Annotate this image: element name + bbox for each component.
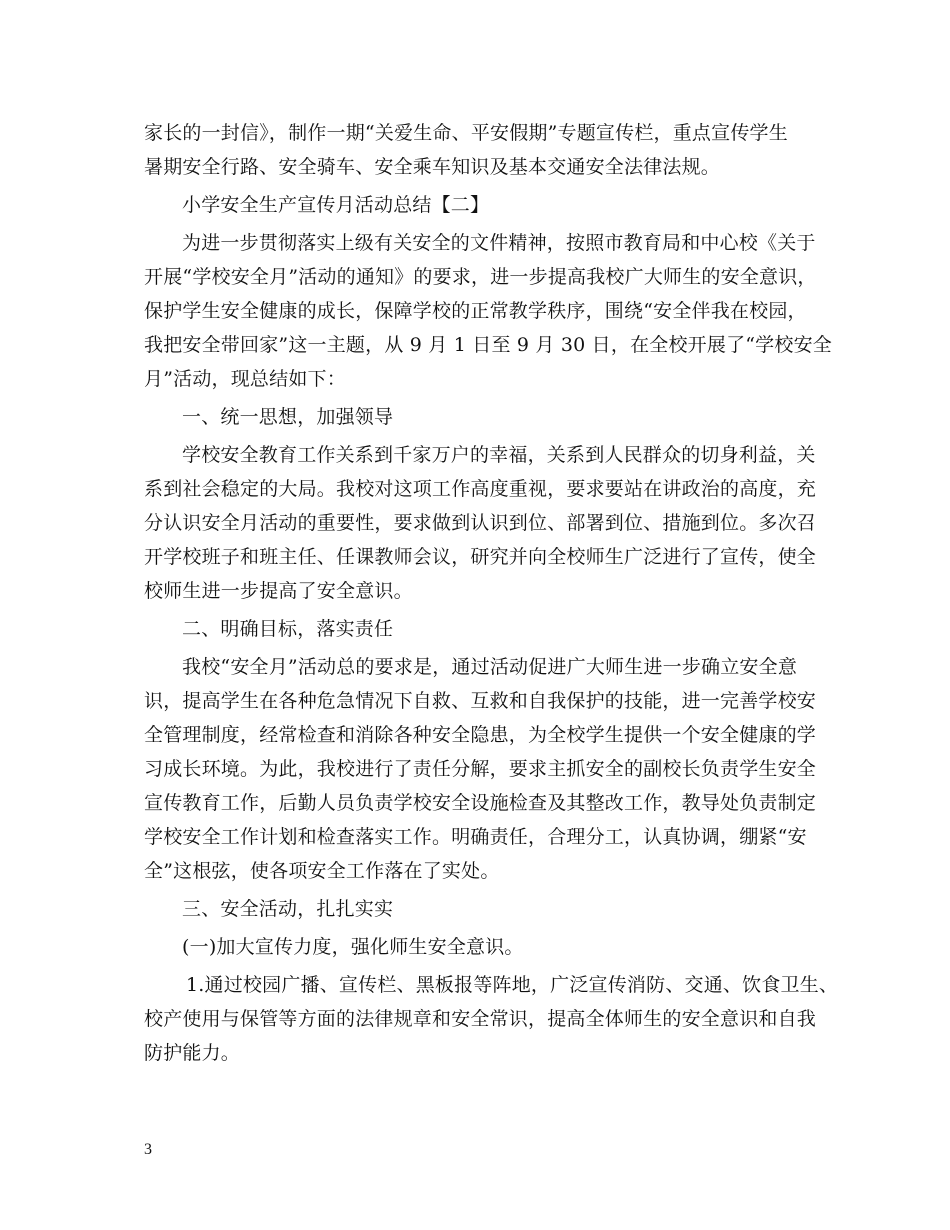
body-text-line: 校产使用与保管等方面的法律规章和安全常识，提高全体师生的安全意识和自我	[144, 1008, 817, 1030]
body-text-line: 学校安全教育工作关系到千家万户的幸福，关系到人民群众的切身利益，关	[182, 444, 816, 466]
body-text-line: 全管理制度，经常检查和消除各种安全隐患，为全校学生提供一个安全健康的学	[144, 724, 817, 746]
body-text-line: 系到社会稳定的大局。我校对这项工作高度重视，要求要站在讲政治的高度，充	[144, 478, 817, 500]
body-text-line: 暑期安全行路、安全骑车、安全乘车知识及基本交通安全法律法规。	[144, 156, 721, 178]
body-text-line: 分认识安全月活动的重要性，要求做到认识到位、部署到位、措施到位。多次召	[144, 512, 817, 534]
body-text-line: 防护能力。	[144, 1042, 241, 1064]
body-text-line: 开展“学校安全月”活动的通知》的要求，进一步提高我校广大师生的安全意识，	[144, 266, 817, 288]
body-text-line: 宣传教育工作，后勤人员负责学校安全设施检查及其整改工作，教导处负责制定	[144, 792, 817, 814]
body-text-line: 校师生进一步提高了安全意识。	[144, 580, 413, 602]
body-text-line: 1.通过校园广播、宣传栏、黑板报等阵地，广泛宣传消防、交通、饮食卫生、	[186, 974, 839, 996]
section-heading: 三、安全活动，扎扎实实	[182, 898, 394, 920]
section-heading: 一、统一思想，加强领导	[182, 406, 394, 428]
body-text-line: 家长的一封信》，制作一期“关爱生命、平安假期”专题宣传栏，重点宣传学生	[144, 122, 788, 144]
body-text-line: 保护学生安全健康的成长，保障学校的正常教学秩序，围绕“安全伴我在校园，	[144, 300, 807, 322]
body-text-line: 我校“安全月”活动总的要求是，通过活动促进广大师生进一步确立安全意	[182, 656, 798, 678]
body-text-line: 全”这根弦，使各项安全工作落在了实处。	[144, 860, 500, 882]
section-heading: 小学安全生产宣传月活动总结【二】	[182, 194, 490, 216]
body-text-line: 识，提高学生在各种危急情况下自救、互救和自我保护的技能，进一完善学校安	[144, 690, 817, 712]
body-text-line: 月”活动，现总结如下：	[144, 368, 346, 390]
section-heading: 二、明确目标，落实责任	[182, 618, 394, 640]
page-number: 3	[144, 1141, 152, 1158]
body-text-line: 学校安全工作计划和检查落实工作。明确责任，合理分工，认真协调，绷紧“安	[144, 826, 807, 848]
body-text-line: 我把安全带回家”这一主题，从 9 月 1 日至 9 月 30 日，在全校开展了“学校安全	[144, 334, 832, 356]
subsection-heading: (一)加大宣传力度，强化师生安全意识。	[182, 936, 524, 958]
body-text-line: 开学校班子和班主任、任课教师会议，研究并向全校师生广泛进行了宣传，使全	[144, 546, 817, 568]
body-text-line: 习成长环境。为此，我校进行了责任分解，要求主抓安全的副校长负责学生安全	[144, 758, 817, 780]
body-text-line: 为进一步贯彻落实上级有关安全的文件精神，按照市教育局和中心校《关于	[182, 232, 816, 254]
